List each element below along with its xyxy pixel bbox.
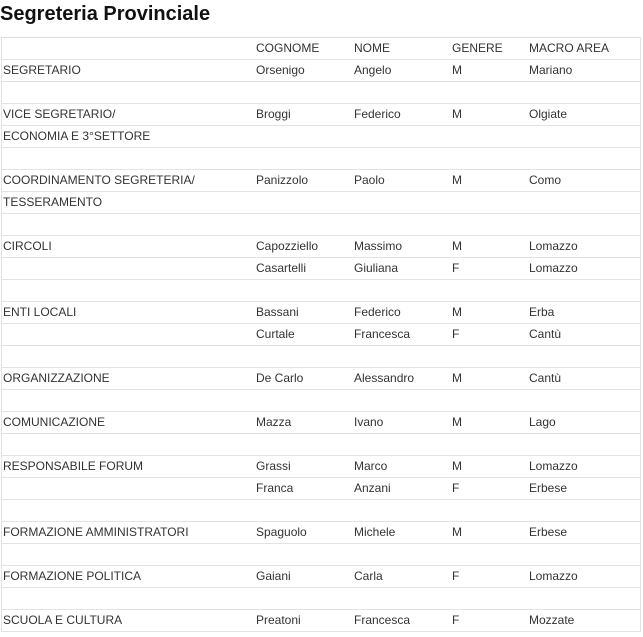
cell-macro-area: Lomazzo	[529, 261, 578, 275]
table-row	[1, 368, 641, 390]
table-row	[1, 588, 641, 610]
cell-macro-area: Erbese	[529, 481, 568, 495]
cell-gender: M	[452, 459, 462, 473]
cell-role: VICE SEGRETARIO/	[3, 107, 116, 121]
cell-surname: Casartelli	[256, 261, 307, 275]
table-row	[1, 60, 641, 82]
cell-role: COMUNICAZIONE	[3, 415, 105, 429]
table-row	[1, 566, 641, 588]
cell-name: Carla	[354, 569, 383, 583]
table-row	[1, 412, 641, 434]
cell-gender: M	[452, 525, 462, 539]
page-title: Segreteria Provinciale	[0, 3, 211, 25]
cell-surname: Preatoni	[256, 613, 301, 627]
cell-gender: M	[452, 63, 462, 77]
cell-gender: M	[452, 371, 462, 385]
cell-macro-area: Mariano	[529, 63, 573, 77]
cell-surname: Spaguolo	[256, 525, 307, 539]
cell-gender: M	[452, 415, 462, 429]
cell-macro-area: Olgiate	[529, 107, 568, 121]
cell-name: Francesca	[354, 613, 411, 627]
cell-gender: M	[452, 305, 462, 319]
cell-role: FORMAZIONE POLITICA	[3, 569, 142, 583]
cell-macro-area: Lomazzo	[529, 459, 578, 473]
column-header-name: NOME	[354, 41, 390, 55]
cell-surname: Grassi	[256, 459, 291, 473]
header-row	[1, 38, 641, 60]
cell-name: Francesca	[354, 327, 411, 341]
table-row	[1, 324, 641, 346]
cell-macro-area: Lomazzo	[529, 239, 578, 253]
cell-name: Federico	[354, 305, 401, 319]
cell-macro-area: Cantù	[529, 371, 562, 385]
table-row	[1, 434, 641, 456]
cell-macro-area: Cantù	[529, 327, 562, 341]
column-header-surname: COGNOME	[256, 41, 320, 55]
cell-surname: Orsenigo	[256, 63, 305, 77]
cell-name: Federico	[354, 107, 401, 121]
cell-gender: F	[452, 261, 460, 275]
cell-surname: Gaiani	[256, 569, 291, 583]
cell-name: Anzani	[354, 481, 391, 495]
table-row	[1, 302, 641, 324]
cell-surname: Franca	[256, 481, 294, 495]
table-row	[1, 126, 641, 148]
cell-role: COORDINAMENTO SEGRETERIA/	[3, 173, 195, 187]
cell-macro-area: Lago	[529, 415, 556, 429]
cell-surname: De Carlo	[256, 371, 304, 385]
cell-gender: M	[452, 239, 462, 253]
cell-name: Giuliana	[354, 261, 399, 275]
table-row	[1, 148, 641, 170]
cell-gender: F	[452, 327, 460, 341]
column-header-gender: GENERE	[452, 41, 503, 55]
cell-role: SEGRETARIO	[3, 63, 81, 77]
table-row	[1, 104, 641, 126]
cell-macro-area: Lomazzo	[529, 569, 578, 583]
cell-name: Alessandro	[354, 371, 415, 385]
table-row	[1, 610, 641, 632]
cell-gender: M	[452, 173, 462, 187]
cell-role: FORMAZIONE AMMINISTRATORI	[3, 525, 189, 539]
cell-name: Massimo	[354, 239, 403, 253]
table-row	[1, 236, 641, 258]
cell-name: Ivano	[354, 415, 384, 429]
table-row	[1, 544, 641, 566]
table-row	[1, 192, 641, 214]
table-row	[1, 456, 641, 478]
cell-gender: F	[452, 481, 460, 495]
cell-role: ECONOMIA E 3°SETTORE	[3, 129, 151, 143]
cell-macro-area: Erbese	[529, 525, 568, 539]
table-row	[1, 500, 641, 522]
cell-role: TESSERAMENTO	[3, 195, 103, 209]
cell-name: Michele	[354, 525, 396, 539]
cell-surname: Curtale	[256, 327, 295, 341]
cell-gender: F	[452, 569, 460, 583]
table-row	[1, 478, 641, 500]
cell-role: ENTI LOCALI	[3, 305, 77, 319]
cell-role: RESPONSABILE FORUM	[3, 459, 144, 473]
cell-surname: Panizzolo	[256, 173, 309, 187]
table-row	[1, 280, 641, 302]
table-row	[1, 522, 641, 544]
cell-role: CIRCOLI	[3, 239, 52, 253]
cell-surname: Bassani	[256, 305, 299, 319]
cell-surname: Capozziello	[256, 239, 319, 253]
cell-macro-area: Mozzate	[529, 613, 575, 627]
table-row	[1, 170, 641, 192]
cell-name: Paolo	[354, 173, 385, 187]
cell-macro-area: Erba	[529, 305, 555, 319]
cell-name: Marco	[354, 459, 388, 473]
cell-gender: F	[452, 613, 460, 627]
table-row	[1, 258, 641, 280]
cell-gender: M	[452, 107, 462, 121]
table-row	[1, 214, 641, 236]
cell-surname: Broggi	[256, 107, 291, 121]
table-row	[1, 346, 641, 368]
table-row	[1, 390, 641, 412]
cell-macro-area: Como	[529, 173, 562, 187]
cell-role: SCUOLA E CULTURA	[3, 613, 123, 627]
cell-role: ORGANIZZAZIONE	[3, 371, 110, 385]
column-header-macro-area: MACRO AREA	[529, 41, 610, 55]
table-row	[1, 82, 641, 104]
cell-surname: Mazza	[256, 415, 292, 429]
staff-table	[1, 37, 641, 632]
cell-name: Angelo	[354, 63, 392, 77]
